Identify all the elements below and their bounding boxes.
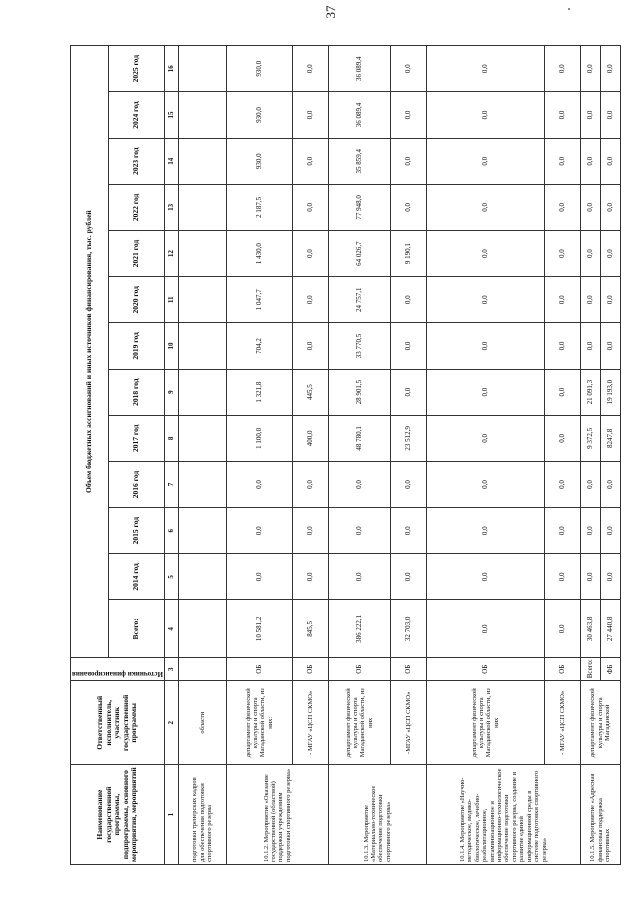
column-number: 9 xyxy=(164,369,178,415)
row-year-value xyxy=(178,138,226,184)
row-year-value xyxy=(178,415,226,461)
row-year-value: 0,0 xyxy=(390,508,426,554)
row-year-value: 930,0 xyxy=(226,92,292,138)
row-year-value: 0,0 xyxy=(600,277,620,323)
row-year-value xyxy=(178,46,226,92)
row-year-value: 0,0 xyxy=(292,461,328,507)
year-header: 2022 год xyxy=(109,184,165,230)
row-year-value: 0,0 xyxy=(426,138,544,184)
row-year-value: 2 187,5 xyxy=(226,184,292,230)
row-name: 10.1.2. Мероприятие «Оказание государственной (областной) поддержки учреждениям подготовки спортивного резерва» xyxy=(226,765,328,865)
column-number: 4 xyxy=(164,600,178,658)
row-year-value: 0,0 xyxy=(580,554,600,600)
row-year-value: 0,0 xyxy=(292,92,328,138)
row-year-value: 33 770,5 xyxy=(328,323,390,369)
row-year-value: 9 372,5 xyxy=(580,415,600,461)
row-year-value: 0,0 xyxy=(580,46,600,92)
row-name: 10.1.4. Мероприятие «Научно-методическое, медико-биологическое, лечебно-реабилитационное, витаминизационное и информационно-технологическое обеспечение подготовки спортивного резерва, создание и развитие единой информационной среды в системе подготовки спортивного резерва» xyxy=(426,765,580,865)
row-executor: департамент физической культуры и спорта Магаданской области, из них: xyxy=(226,681,292,765)
row-year-value: 0,0 xyxy=(390,92,426,138)
row-year-value: 0,0 xyxy=(426,369,544,415)
row-year-value: 0,0 xyxy=(580,461,600,507)
row-year-value: 0,0 xyxy=(600,46,620,92)
row-executor: департамент физической культуры и спорта Магаданской области, из них xyxy=(426,681,544,765)
year-header: 2015 год xyxy=(109,508,165,554)
rotated-table-container xyxy=(70,45,615,865)
row-year-value: 0,0 xyxy=(544,323,580,369)
row-year-value: 36 089,4 xyxy=(328,92,390,138)
row-total: 32 703,0 xyxy=(390,600,426,658)
row-year-value: 28 901,5 xyxy=(328,369,390,415)
row-year-value: 0,0 xyxy=(390,138,426,184)
table-body xyxy=(178,46,620,865)
row-year-value: 0,0 xyxy=(390,46,426,92)
row-name: 10.1.3. Мероприятие «Материально-техническое обеспечение подготовки спортивного резерва» xyxy=(328,765,426,865)
table-row xyxy=(544,46,580,865)
row-year-value: 0,0 xyxy=(390,277,426,323)
row-year-value: 0,0 xyxy=(544,369,580,415)
column-number: 2 xyxy=(164,681,178,765)
row-year-value: 0,0 xyxy=(292,508,328,554)
year-header: 2025 год xyxy=(109,46,165,92)
rotated-page xyxy=(70,45,615,865)
row-year-value: 8247,8 xyxy=(600,415,620,461)
row-year-value: 0,0 xyxy=(328,461,390,507)
row-year-value: 0,0 xyxy=(292,46,328,92)
column-number: 1 xyxy=(164,765,178,865)
row-executor: департамент физической культуры и спорта Магаданской области, из них xyxy=(328,681,390,765)
row-total: 10 581,2 xyxy=(226,600,292,658)
row-year-value: 0,0 xyxy=(390,461,426,507)
row-year-value: 0,0 xyxy=(426,323,544,369)
row-year-value: 0,0 xyxy=(580,323,600,369)
column-number: 13 xyxy=(164,184,178,230)
page-number: 37 xyxy=(323,5,338,19)
financing-table xyxy=(70,45,621,865)
row-year-value: 0,0 xyxy=(544,230,580,276)
header-name: Наименование государственной программы, подпрограммы, основного мероприятия, мероприятий xyxy=(71,765,165,865)
column-number: 6 xyxy=(164,508,178,554)
year-header: 2019 год xyxy=(109,323,165,369)
year-header: 2020 год xyxy=(109,277,165,323)
row-year-value: 0,0 xyxy=(600,92,620,138)
row-year-value: 0,0 xyxy=(226,554,292,600)
row-year-value: 36 089,4 xyxy=(328,46,390,92)
row-total xyxy=(178,600,226,658)
year-header: 2018 год xyxy=(109,369,165,415)
row-executor: - МГАУ «ЦСП СКМО» xyxy=(544,681,580,765)
column-number: 16 xyxy=(164,46,178,92)
column-number: 5 xyxy=(164,554,178,600)
row-year-value: 9 190,1 xyxy=(390,230,426,276)
row-year-value: 0,0 xyxy=(390,369,426,415)
row-source: ОБ xyxy=(544,658,580,681)
row-executor: -МГАУ «ЦСП СКМО» xyxy=(390,681,426,765)
row-year-value: 64 026,7 xyxy=(328,230,390,276)
row-year-value: 0,0 xyxy=(544,415,580,461)
row-year-value: 0,0 xyxy=(544,46,580,92)
page-number-wrap xyxy=(318,0,344,24)
row-year-value: 0,0 xyxy=(544,554,580,600)
year-header: 2016 год xyxy=(109,461,165,507)
row-year-value: 0,0 xyxy=(580,184,600,230)
row-year-value: 0,0 xyxy=(544,508,580,554)
table-row xyxy=(292,46,328,865)
row-year-value: 0,0 xyxy=(426,415,544,461)
row-year-value: 77 948,0 xyxy=(328,184,390,230)
row-year-value: 445,5 xyxy=(292,369,328,415)
row-year-value: 0,0 xyxy=(580,138,600,184)
year-header: Всего: xyxy=(109,600,165,658)
column-number: 12 xyxy=(164,230,178,276)
column-number: 10 xyxy=(164,323,178,369)
row-total: 0,0 xyxy=(426,600,544,658)
column-number: 15 xyxy=(164,92,178,138)
row-year-value: 48 780,1 xyxy=(328,415,390,461)
row-total: 386 222,1 xyxy=(328,600,390,658)
row-year-value: 1 047,7 xyxy=(226,277,292,323)
row-year-value xyxy=(178,277,226,323)
row-year-value: 0,0 xyxy=(426,554,544,600)
row-year-value: 0,0 xyxy=(292,184,328,230)
row-year-value: 0,0 xyxy=(426,184,544,230)
row-year-value: 0,0 xyxy=(544,277,580,323)
row-year-value xyxy=(178,508,226,554)
header-source-label: Источники финансирования xyxy=(72,670,163,679)
row-year-value xyxy=(178,323,226,369)
table-row xyxy=(580,46,600,865)
row-source: ОБ xyxy=(426,658,544,681)
row-year-value: 0,0 xyxy=(226,461,292,507)
row-year-value: 0,0 xyxy=(426,277,544,323)
row-year-value: 704,2 xyxy=(226,323,292,369)
row-year-value: 0,0 xyxy=(544,461,580,507)
table-row xyxy=(178,46,226,865)
row-year-value: 0,0 xyxy=(580,230,600,276)
row-year-value: 0,0 xyxy=(580,277,600,323)
header-executor: Ответственный исполнитель, участник государственной программы xyxy=(71,681,165,765)
row-year-value: 35 859,4 xyxy=(328,138,390,184)
row-source: ФБ xyxy=(600,658,620,681)
row-year-value: 0,0 xyxy=(580,92,600,138)
row-year-value: 0,0 xyxy=(292,277,328,323)
column-number: 7 xyxy=(164,461,178,507)
row-year-value: 0,0 xyxy=(328,554,390,600)
header-volume: Объем бюджетных ассигнований и иных источников финансирования, тыс. рублей xyxy=(71,46,109,658)
row-year-value: 0,0 xyxy=(544,92,580,138)
row-source: ОБ xyxy=(328,658,390,681)
row-source: ОБ xyxy=(226,658,292,681)
row-source: Всего: xyxy=(580,658,600,681)
row-year-value xyxy=(178,230,226,276)
row-year-value: 0,0 xyxy=(292,554,328,600)
row-year-value: 0,0 xyxy=(600,461,620,507)
row-year-value: 0,0 xyxy=(580,508,600,554)
table-row xyxy=(426,46,544,865)
row-year-value: 0,0 xyxy=(426,461,544,507)
row-year-value: 0,0 xyxy=(600,554,620,600)
column-number: 14 xyxy=(164,138,178,184)
row-year-value: 0,0 xyxy=(544,184,580,230)
row-year-value xyxy=(178,461,226,507)
row-year-value: 1 100,0 xyxy=(226,415,292,461)
table-row xyxy=(390,46,426,865)
row-year-value xyxy=(178,554,226,600)
row-year-value xyxy=(178,92,226,138)
column-number: 3 xyxy=(164,658,178,681)
row-year-value: 0,0 xyxy=(390,184,426,230)
row-executor: департамент физической культуры и спорта Магаданской xyxy=(580,681,620,765)
row-year-value: 0,0 xyxy=(292,230,328,276)
row-year-value: 0,0 xyxy=(600,508,620,554)
year-header: 2023 год xyxy=(109,138,165,184)
row-year-value: 0,0 xyxy=(390,323,426,369)
row-year-value: 930,0 xyxy=(226,46,292,92)
column-number: 11 xyxy=(164,277,178,323)
row-year-value: 930,0 xyxy=(226,138,292,184)
row-year-value: 1 430,0 xyxy=(226,230,292,276)
row-total: 0,0 xyxy=(544,600,580,658)
row-year-value: 0,0 xyxy=(426,230,544,276)
table-row xyxy=(328,46,390,865)
row-year-value: 0,0 xyxy=(544,138,580,184)
row-year-value: 24 757,1 xyxy=(328,277,390,323)
row-total: 30 463,8 xyxy=(580,600,600,658)
row-source xyxy=(178,658,226,681)
year-header: 2021 год xyxy=(109,230,165,276)
row-year-value: 23 512,9 xyxy=(390,415,426,461)
row-source: ОБ xyxy=(390,658,426,681)
row-year-value: 0,0 xyxy=(292,138,328,184)
row-year-value: 0,0 xyxy=(426,508,544,554)
row-year-value xyxy=(178,369,226,415)
column-number: 8 xyxy=(164,415,178,461)
row-total: 845,5 xyxy=(292,600,328,658)
row-year-value: 0,0 xyxy=(600,230,620,276)
row-name: 10.1.5. Мероприятие «Адресная финансовая поддержка спортивных xyxy=(580,765,620,865)
year-header: 2024 год xyxy=(109,92,165,138)
row-executor: области xyxy=(178,681,226,765)
year-header: 2014 год xyxy=(109,554,165,600)
row-year-value: 0,0 xyxy=(328,508,390,554)
row-year-value: 0,0 xyxy=(226,508,292,554)
row-year-value: 400,0 xyxy=(292,415,328,461)
row-year-value: 0,0 xyxy=(390,554,426,600)
table-row xyxy=(226,46,292,865)
year-header: 2017 год xyxy=(109,415,165,461)
row-executor: - МГАУ «ЦСП СКМО» xyxy=(292,681,328,765)
row-year-value: 0,0 xyxy=(292,323,328,369)
row-source: ОБ xyxy=(292,658,328,681)
scan-speck xyxy=(568,8,570,10)
header-source xyxy=(71,658,165,681)
row-year-value: 0,0 xyxy=(426,92,544,138)
row-year-value: 0,0 xyxy=(426,46,544,92)
row-year-value: 0,0 xyxy=(600,184,620,230)
row-year-value: 0,0 xyxy=(600,323,620,369)
row-year-value: 1 321,8 xyxy=(226,369,292,415)
row-year-value: 19 193,0 xyxy=(600,369,620,415)
row-total: 27 440,8 xyxy=(600,600,620,658)
row-year-value: 21 091,3 xyxy=(580,369,600,415)
row-year-value: 0,0 xyxy=(600,138,620,184)
row-name: подготовки тренерских кадров для обеспечения подготовки спортивного резерва xyxy=(178,765,226,865)
row-year-value xyxy=(178,184,226,230)
